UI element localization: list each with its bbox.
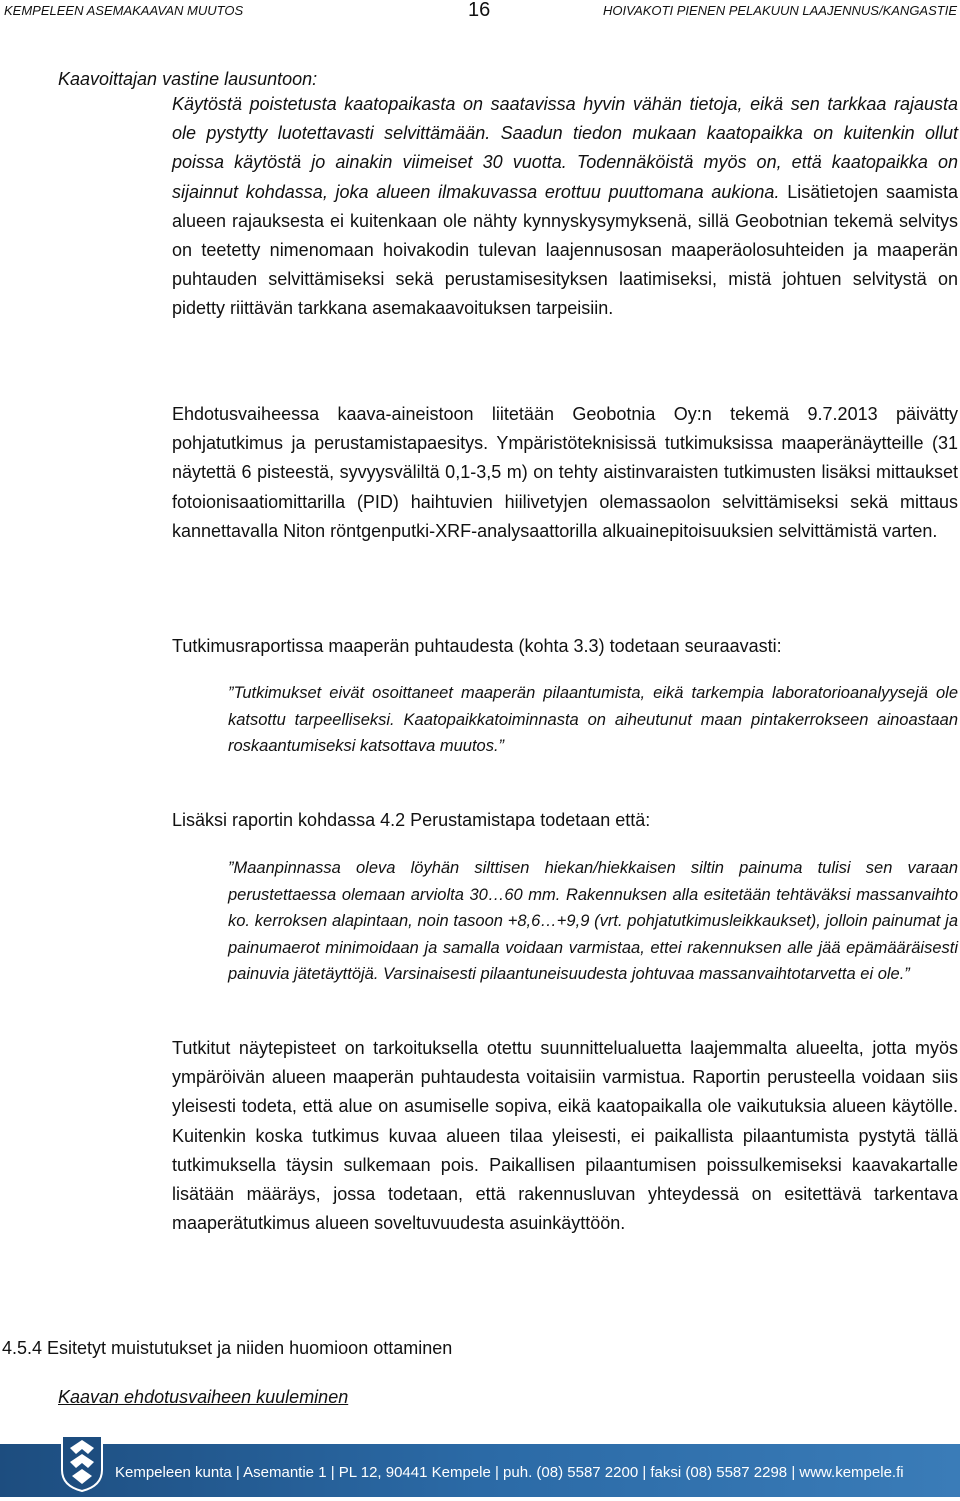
conclusion-paragraph: Tutkitut näytepisteet on tarkoituksella otettu suunnittelualuetta laajemmalta alueelta, jotta myös ympäröivän alueen maaperän puhtaudesta voitaisiin varmistua. Raportin perusteella voidaan siis yleisesti todeta, että alue on asumiselle sopiva, eikä kaatopaikalla ole vaikutuksia alueen käytölle. Kuitenkin koska tutkimus kuvaa alueen tilaa yleisesti, ei paikallista pilaantumista pystytä tällä tutkimuksella täysin sulkemaan pois. Paikallisen pilaantumisen poissulkemiseksi kaavakartalle lisätään määräys, jossa todetaan, että rakennusluvan yhteydessä on esitettävä tarkentava maaperätutkimus alueen soveltuvuudesta asuinkäyttöön. — [172, 1038, 958, 1234]
report-quote-2: ”Maanpinnassa oleva löyhän silttisen hiekan/hiekkaisen siltin painuma tulisi sen varaan perustettaessa olemaan arviolta 30…60 mm. Rakennuksen alla esitetään tehtäväksi massanvaihto ko. kerroksen alapintaan, noin tasoon +8,6…+9,9 (vrt. pohjatutkimusleikkaukset), jolloin painumat ja painumaerot minimoidaan ja samalla voidaan varmistaa, ettei rakennuksen alle jää epämääräisesti painuvia jätetäyttöjä. Varsinaisesti pilaantuneisuudesta johtuvaa massanvaihtotarvetta ei ole.” — [228, 859, 958, 983]
report-lead-paragraph-2: Lisäksi raportin kohdassa 4.2 Perustamistapa todetaan että: — [172, 810, 651, 830]
response-paragraph — [172, 90, 958, 324]
page-number: 16 — [468, 0, 491, 21]
kempele-logo-icon — [60, 1432, 104, 1492]
footer-contact: Kempeleen kunta | Asemantie 1 | PL 12, 90441 Kempele | puh. (08) 5587 2200 | faksi (08) 5587 2298 | www.kempele.fi — [115, 1464, 904, 1481]
response-paragraph-rest: Lisätietojen saamista alueen rajauksesta ei kuitenkaan ole nähty kynnyskysymyksenä, sillä Geobotnian tekemä selvitys on teetetty nimenomaan hoivakodin tulevan laajennusosan maaperäolosuhteiden ja maaperän puhtauden selvittämiseksi sekä perustamisesityksen laatimiseksi, mistä johtuen selvitystä on pidetty riittävän tarkkana asemakaavoituksen tarpeisiin. — [172, 181, 959, 319]
proposal-paragraph: Ehdotusvaiheessa kaava-aineistoon liitetään Geobotnia Oy:n tekemä 9.7.2013 päivätty pohjatutkimus ja perustamistapaesitys. Ympäristöteknisissä tutkimuksissa maaperänäytteille (31 näytettä 6 pisteestä, syvyysväliltä 0,1-3,5 m) on tehty aistinvaraisten tutkimusten lisäksi mittaukset fotoionisaatiomittarilla (PID) haihtuvien hiilivetyjen olemassaolon selvittämiseksi sekä mittaus kannettavalla Niton röntgenputki-XRF-analysaattorilla alkuainepitoisuuksien selvittämistä varten. — [172, 404, 958, 541]
report-lead-paragraph: Tutkimusraportissa maaperän puhtaudesta (kohta 3.3) todetaan seuraavasti: — [172, 636, 782, 656]
header-right: HOIVAKOTI PIENEN PELAKUUN LAAJENNUS/KANGASTIE — [603, 3, 957, 18]
header-left: KEMPELEEN ASEMAKAAVAN MUUTOS — [4, 3, 244, 18]
page-header — [0, 0, 960, 22]
section-heading: 4.5.4 Esitetyt muistutukset ja niiden huomioon ottaminen — [2, 1338, 453, 1358]
response-paragraph-italic: Käytöstä poistetusta kaatopaikasta on saatavissa hyvin vähän tietoja, eikä sen tarkkaa rajausta ole pystytty luotettavasti selvittämään. Saadun tiedon mukaan kaatopaikka on kuitenkin ollut poissa käytöstä jo ainakin viimeiset 30 vuotta. Todennäköistä myös on, että kaatopaikka on sijainnut kohdassa, joka alueen ilmakuvassa erottuu puuttomana aukiona. — [172, 94, 958, 202]
subheading: Kaavan ehdotusvaiheen kuuleminen — [58, 1387, 349, 1407]
response-heading: Kaavoittajan vastine lausuntoon: — [58, 69, 318, 89]
report-quote-1: ”Tutkimukset eivät osoittaneet maaperän pilaantumista, eikä tarkempia laboratorioanalyysejä ole katsottu tarpeelliseksi. Kaatopaikkatoiminnasta on aiheutunut maan pintakerrokseen ainoastaan roskaantumiseksi katsottava muutos.” — [228, 684, 958, 755]
page-footer — [0, 1430, 960, 1501]
